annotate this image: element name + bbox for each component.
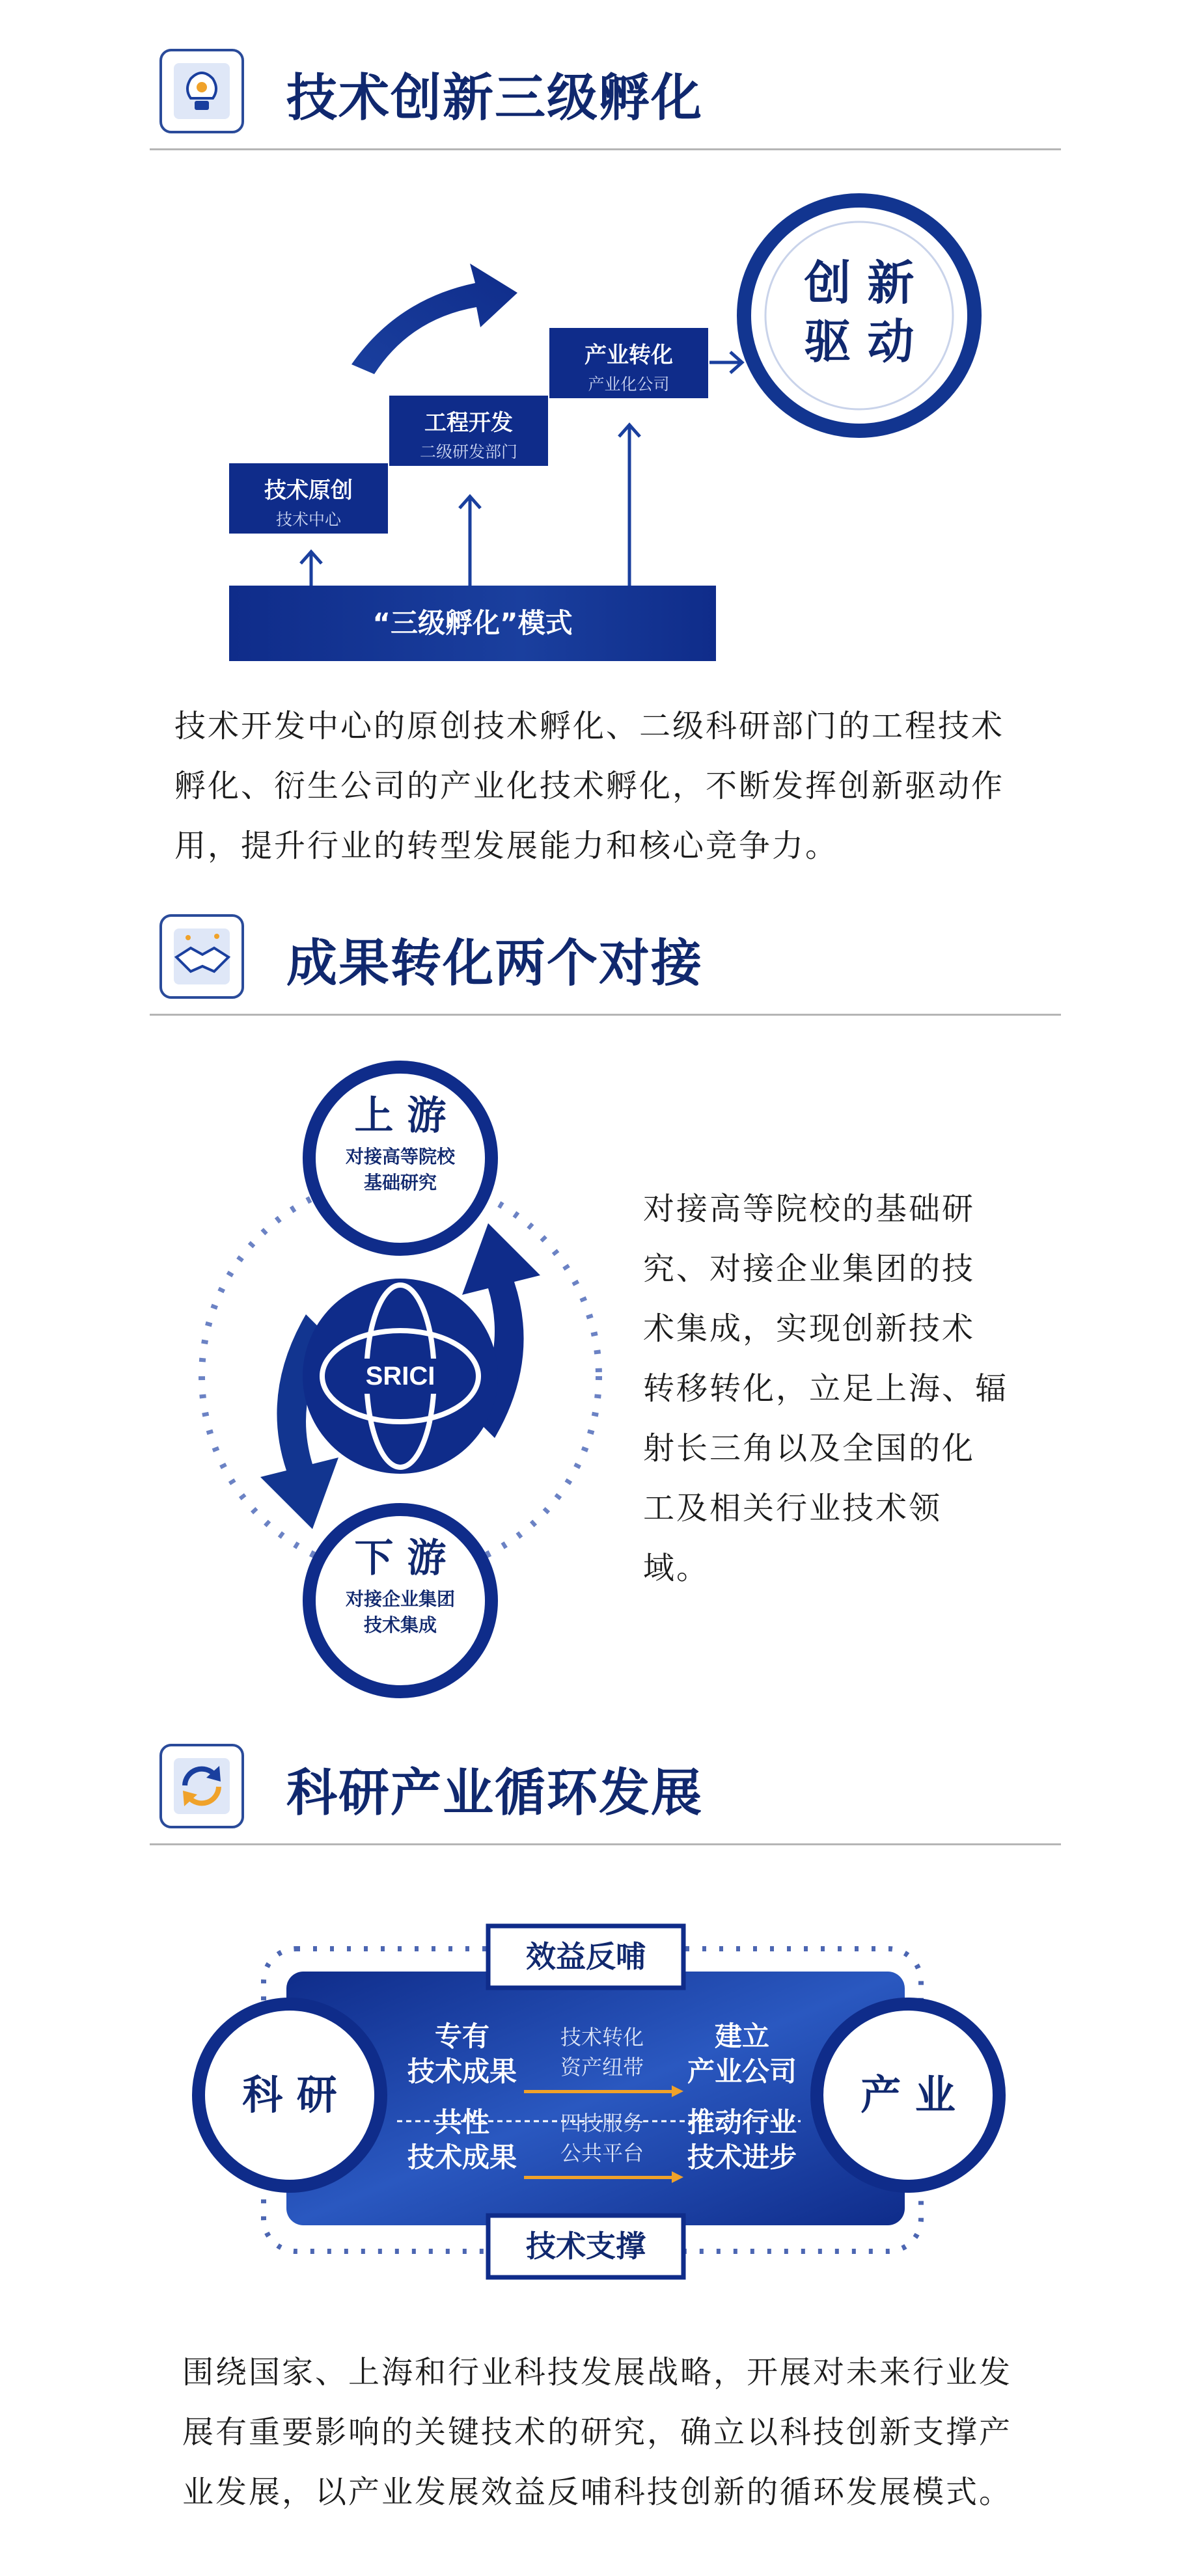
section1-title: 技术创新三级孵化 [286,69,704,128]
idea-icon [159,49,244,133]
base-mode-bar [229,586,716,661]
section2-paragraph: 对接高等院校的基础研 究、对接企业集团的技 术集成，实现创新技术 转移转化，立足上海、辐 射长三角以及全国的化 工及相关行业技术领 域。 [643,1191,1009,1586]
tech-support-label: 技术支撑 [526,2229,646,2264]
downstream-line2: 技术集成 [363,1614,437,1636]
step-subtitle: 产业化公司 [588,375,670,394]
base-mode-label: “三级孵化”模式 [372,607,573,639]
upstream-line1: 对接高等院校 [345,1146,455,1167]
row2-left-label: 共性 技术成果 [407,2106,517,2173]
step-tech-origin [229,463,388,534]
downstream-line1: 对接企业集团 [345,1588,455,1610]
handshake-icon [159,914,244,999]
innovation-driven-label: 创 新 驱 动 [804,256,915,369]
growth-arrow-icon [351,264,517,374]
step-subtitle: 二级研发部门 [419,442,517,461]
section3-title: 科研产业循环发展 [286,1764,704,1823]
downstream-title: 下 游 [354,1536,447,1581]
section1-divider [150,148,1061,150]
downstream-circle [303,1536,498,1637]
section3-paragraph: 围绕国家、上海和行业科技发展战略，开展对未来行业发 展有重要影响的关键技术的研究，确立以科技创新支撑产 业发展，以产业发展效益反哺科技创新的循环发展模式。 [182,2354,1013,2510]
step-industrialization [549,328,708,398]
step-engineering [389,396,548,466]
row2-right-label: 推动行业 技术进步 [687,2106,797,2173]
step-subtitle: 技术中心 [275,510,341,529]
upstream-circle [303,1093,498,1195]
row2-middle-label: 四技服务 公共平台 [560,2111,644,2165]
research-circle-label: 科 研 [242,2071,337,2119]
row1-middle-label: 技术转化 资产纽带 [560,2025,644,2080]
row1-right-label: 建立 产业公司 [687,2020,797,2087]
section1-paragraph: 技术开发中心的原创技术孵化、二级科研部门的工程技术 孵化、衍生公司的产业化技术孵化，不断发挥创新驱动作 用，提升行业的转型发展能力和核心竞争力。 [174,708,1005,864]
benefit-feedback-label: 效益反哺 [526,1939,646,1974]
section2-title: 成果转化两个对接 [286,934,704,993]
section3-divider [150,1843,1061,1845]
cycle-icon [159,1744,244,1828]
section2-divider [150,1014,1061,1016]
upstream-line2: 基础研究 [363,1172,437,1193]
step-title: 技术原创 [264,478,353,504]
row1-left-label: 专有 技术成果 [407,2020,517,2087]
step-title: 产业转化 [585,342,673,368]
industry-circle-label: 产 业 [860,2071,956,2119]
logo-text: SRICI [365,1362,435,1390]
upstream-title: 上 游 [354,1093,447,1139]
step-title: 工程开发 [424,410,513,436]
